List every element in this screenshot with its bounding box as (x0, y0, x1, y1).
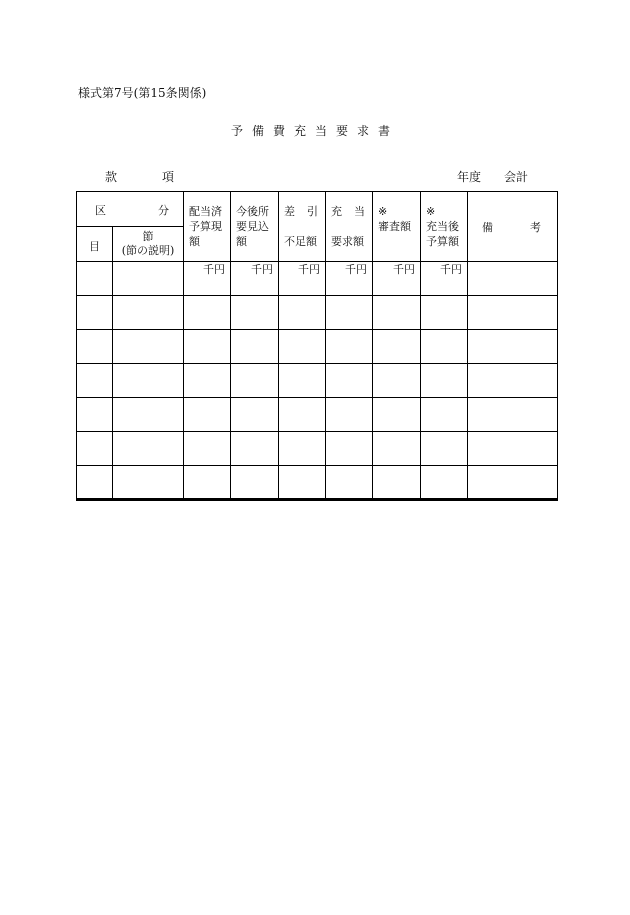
col-sabiki-header (279, 192, 326, 262)
table-cell (326, 262, 373, 296)
col-juto-header (326, 192, 373, 262)
col-kongo-line2: 要見込 (236, 220, 269, 233)
table-cell (184, 330, 231, 364)
table-cell (231, 432, 279, 466)
col-shinsa-mark: ※ (378, 205, 388, 218)
table-row (77, 296, 558, 330)
table-cell (77, 398, 113, 432)
table-cell (373, 466, 421, 500)
table-cell (77, 432, 113, 466)
table-cell (421, 296, 468, 330)
table-row (77, 466, 558, 500)
table-row (77, 398, 558, 432)
col-haito-line1: 配当済 (189, 205, 222, 218)
table-cell (77, 296, 113, 330)
unit-label: 千円 (345, 263, 367, 276)
col-juto-left: 充 (331, 205, 342, 218)
table-cell (184, 466, 231, 500)
table-cell (468, 432, 558, 466)
table-cell (113, 364, 184, 398)
table-cell (77, 466, 113, 500)
table-cell (421, 432, 468, 466)
table-cell (468, 330, 558, 364)
kan-label: 款 (105, 170, 118, 184)
table-cell (184, 432, 231, 466)
table-cell (421, 466, 468, 500)
table-cell (77, 330, 113, 364)
table-cell (279, 330, 326, 364)
nendo-label: 年度 (457, 170, 482, 184)
table-cell (184, 296, 231, 330)
table-cell (77, 262, 113, 296)
col-jutogo-line1: 充当後 (426, 220, 459, 233)
unit-label: 千円 (440, 263, 462, 276)
table-cell (421, 364, 468, 398)
col-juto-right: 当 (354, 205, 365, 218)
setsu-note: (節の説明) (121, 244, 175, 257)
table-cell (468, 364, 558, 398)
table-cell (113, 432, 184, 466)
table-cell (326, 330, 373, 364)
unit-label: 千円 (203, 263, 225, 276)
table-cell (279, 364, 326, 398)
table-cell (373, 432, 421, 466)
table-cell (113, 466, 184, 500)
table-cell (113, 330, 184, 364)
table-row (77, 330, 558, 364)
col-kongo-line3: 額 (236, 235, 247, 248)
table-cell (279, 398, 326, 432)
col-jutogo-line2: 予算額 (426, 235, 459, 248)
col-shinsa-header (373, 192, 421, 262)
table-cell (184, 398, 231, 432)
table-cell (468, 398, 558, 432)
table-cell (326, 398, 373, 432)
table-cell (279, 466, 326, 500)
table-cell (231, 262, 279, 296)
table-cell (113, 262, 184, 296)
col-jutogo-header (421, 192, 468, 262)
table-row (77, 262, 558, 296)
unit-label: 千円 (393, 263, 415, 276)
col-biko-left: 備 (482, 221, 493, 234)
budget-request-table (76, 191, 558, 501)
col-kongo-header (231, 192, 279, 262)
col-haito-line3: 額 (189, 235, 200, 248)
table-row (77, 364, 558, 398)
table-cell (421, 262, 468, 296)
kubun-left: 区 (95, 204, 106, 217)
kou-label: 項 (162, 170, 175, 184)
setsu-label: 節 (142, 230, 154, 243)
table-cell (279, 262, 326, 296)
table-cell (231, 398, 279, 432)
col-sabiki-bottom: 不足額 (284, 235, 317, 248)
table-cell (113, 296, 184, 330)
col-juto-bottom: 要求額 (331, 235, 364, 248)
kaikei-label: 会計 (504, 170, 529, 184)
table-cell (373, 262, 421, 296)
table-cell (326, 432, 373, 466)
col-shinsa-label: 審査額 (378, 220, 411, 233)
setsu-header (113, 227, 184, 262)
unit-label: 千円 (298, 263, 320, 276)
col-jutogo-mark: ※ (426, 205, 436, 218)
form-number: 様式第7号(第15条関係) (78, 86, 207, 100)
moku-header (77, 227, 113, 262)
unit-label: 千円 (251, 263, 273, 276)
table-cell (326, 296, 373, 330)
table-cell (373, 364, 421, 398)
table-cell (468, 296, 558, 330)
table-cell (184, 364, 231, 398)
col-biko-right: 考 (530, 221, 541, 234)
kubun-right: 分 (158, 204, 169, 217)
table-cell (468, 262, 558, 296)
table-cell (77, 364, 113, 398)
table-cell (421, 330, 468, 364)
table-cell (231, 296, 279, 330)
table-cell (279, 296, 326, 330)
col-sabiki-left: 差 (284, 205, 295, 218)
table-cell (326, 364, 373, 398)
table-cell (373, 398, 421, 432)
table-cell (184, 262, 231, 296)
table-cell (231, 330, 279, 364)
table-cell (231, 364, 279, 398)
col-sabiki-right: 引 (307, 205, 318, 218)
table-cell (421, 398, 468, 432)
table-cell (279, 432, 326, 466)
col-biko-header (468, 192, 558, 262)
table-row (77, 432, 558, 466)
table-cell (326, 466, 373, 500)
table-cell (373, 296, 421, 330)
table-cell (113, 398, 184, 432)
col-kongo-line1: 今後所 (236, 205, 269, 218)
table-cell (373, 330, 421, 364)
col-haito-line2: 予算現 (189, 220, 222, 233)
table-cell (231, 466, 279, 500)
table-cell (468, 466, 558, 500)
page-title: 予備費充当要求書 (230, 124, 399, 138)
col-haito-header (184, 192, 231, 262)
moku-label: 目 (89, 240, 100, 253)
kubun-header (77, 192, 184, 227)
